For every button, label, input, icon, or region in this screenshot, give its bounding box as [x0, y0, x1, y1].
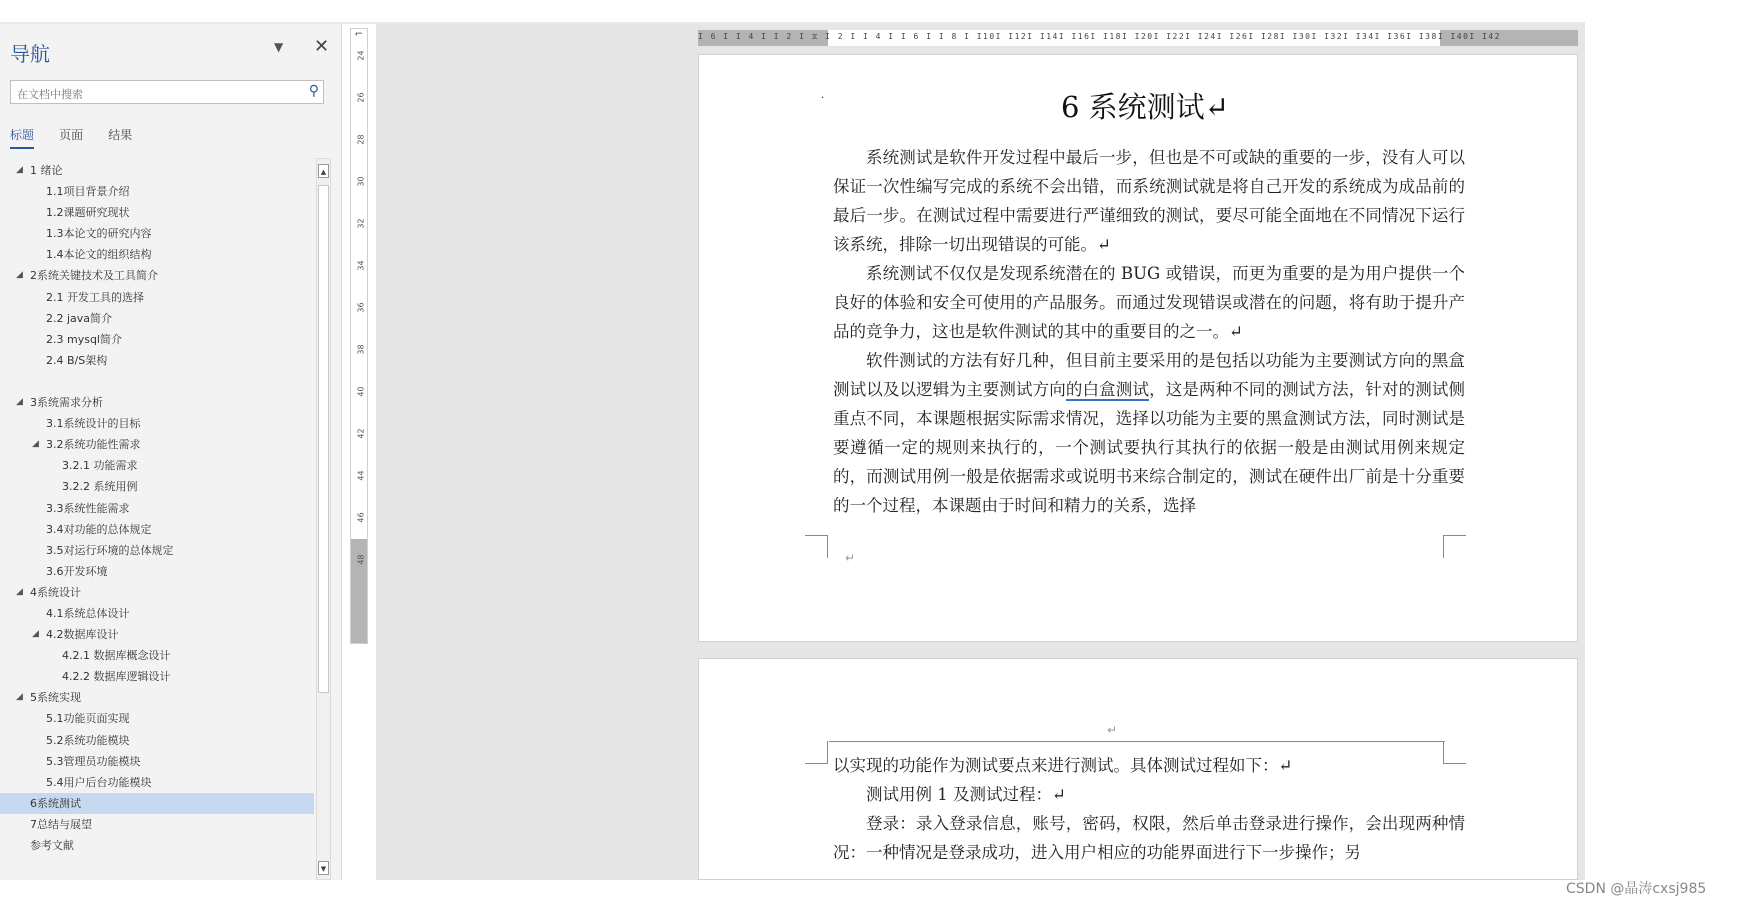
expand-collapse-icon[interactable]: ◢	[16, 692, 23, 703]
nav-tree-label: 4系统设计	[30, 585, 81, 599]
scrollbar-thumb[interactable]	[318, 185, 329, 693]
nav-tree-item[interactable]	[0, 540, 314, 561]
body-text	[833, 751, 1465, 867]
vertical-ruler[interactable]	[350, 28, 368, 644]
nav-tree-label: 3.6开发环境	[46, 564, 108, 578]
heading-tree	[0, 160, 314, 856]
nav-tree-label: 3系统需求分析	[30, 396, 103, 410]
ruler-tick-label: 42	[356, 428, 366, 439]
nav-tree-item[interactable]	[0, 730, 314, 751]
nav-tree-label: 参考文献	[30, 839, 74, 852]
tab-selector-icon[interactable]: ⌐	[354, 29, 364, 40]
nav-title: 导航	[10, 42, 50, 66]
ruler-tick-label: 36	[356, 302, 366, 313]
close-icon[interactable]: ✕	[314, 36, 330, 57]
expand-collapse-icon[interactable]: ◢	[16, 586, 23, 597]
nav-tree-label: 1.4本论文的组织结构	[46, 248, 152, 262]
scroll-up-icon[interactable]: ▲	[318, 164, 329, 178]
nav-tree-label: 3.2.1 功能需求	[62, 459, 138, 473]
ruler-tick-label: 38	[356, 344, 366, 355]
nav-tree-label: 2系统关键技术及工具简介	[30, 269, 158, 283]
expand-collapse-icon[interactable]: ◢	[16, 397, 23, 408]
nav-tree-item[interactable]	[0, 793, 314, 814]
nav-tree-item[interactable]	[0, 392, 314, 413]
ruler-tick-label: 34	[356, 260, 366, 271]
nav-tree-item[interactable]	[0, 413, 314, 434]
nav-tabs	[10, 124, 152, 146]
tab-headings[interactable]: 标题	[10, 126, 34, 149]
nav-tree-item[interactable]	[0, 329, 314, 350]
tab-pages[interactable]: 页面	[59, 128, 84, 142]
nav-tree-item[interactable]	[0, 287, 314, 308]
nav-tree-item[interactable]	[0, 772, 314, 793]
search-placeholder: 在文档中搜索	[17, 88, 83, 101]
nav-tree-item[interactable]	[0, 666, 314, 687]
nav-tree-label: 3.3系统性能需求	[46, 501, 130, 515]
nav-tree-label: 2.1 开发工具的选择	[46, 290, 144, 304]
crop-mark	[1443, 535, 1466, 558]
paragraph: 登录：录入登录信息，账号，密码，权限，然后单击登录进行操作，会出现两种情况：一种情况是登录成功，进入用户相应的功能界面进行下一步操作；另	[833, 814, 1465, 862]
ruler-tick-label: 44	[356, 470, 366, 481]
nav-tree-item[interactable]	[0, 350, 314, 371]
nav-tree-label: 3.2系统功能性需求	[46, 438, 141, 452]
ruler-ticks: I 6 I I 4 I I 2 I ⧖ I 2 I I 4 I I 6 I I 8 I I10I I12I I14I I16I I18I I20I I22I I24I I26I I28I I30I I32I I34I I36I I38I I40I I42	[698, 32, 1501, 41]
nav-tree-label: 3.2.2 系统用例	[62, 480, 138, 494]
crop-mark	[805, 535, 828, 558]
expand-collapse-icon[interactable]: ◢	[16, 270, 23, 281]
body-text	[833, 143, 1465, 520]
nav-tree-label: 4.2.1 数据库概念设计	[62, 649, 171, 663]
ruler-tick-label: 28	[356, 134, 366, 145]
document-page-2[interactable]	[698, 658, 1578, 880]
ruler-tick-label: 24	[356, 50, 366, 61]
nav-tree-item[interactable]	[0, 519, 314, 540]
nav-tree-label: 5.4用户后台功能模块	[46, 775, 152, 789]
nav-tree-label: 2.4 B/S架构	[46, 353, 108, 367]
nav-tree-item[interactable]	[0, 645, 314, 666]
nav-tree-label: 3.4对功能的总体规定	[46, 522, 152, 536]
nav-tree-item[interactable]	[0, 835, 314, 856]
ruler-tick-label: 26	[356, 92, 366, 103]
nav-tree-label: 7总结与展望	[30, 817, 92, 831]
nav-tree-label: 1.1项目背景介绍	[46, 185, 130, 199]
nav-tree-item[interactable]	[0, 160, 314, 181]
navigation-pane	[0, 24, 342, 880]
nav-tree-item[interactable]	[0, 751, 314, 772]
nav-tree-item[interactable]	[0, 308, 314, 329]
chevron-down-icon[interactable]: ▼	[274, 40, 284, 54]
nav-tree-label: 3.1系统设计的目标	[46, 417, 141, 431]
paragraph-mark: ↵	[845, 551, 856, 565]
search-icon[interactable]: ⚲	[308, 83, 319, 99]
nav-tree-item[interactable]	[0, 624, 314, 645]
ruler-tick-label: 30	[356, 176, 366, 187]
expand-collapse-icon[interactable]: ◢	[16, 165, 23, 175]
ruler-tick-label: 40	[356, 386, 366, 397]
paragraph: 以实现的功能作为测试要点来进行测试。具体测试过程如下：↵	[833, 756, 1293, 775]
nav-tree-item[interactable]	[0, 561, 314, 582]
nav-tree-label: 6系统测试	[30, 796, 81, 810]
expand-collapse-icon[interactable]: ◢	[32, 439, 39, 450]
search-input[interactable]	[10, 80, 324, 104]
nav-tree-item[interactable]	[0, 814, 314, 835]
ruler-tick-label: 46	[356, 512, 366, 523]
nav-tree-item	[0, 371, 314, 392]
spellcheck-underline-text: 的白盒测试	[1065, 380, 1150, 399]
nav-tree-label: 4.2.2 数据库逻辑设计	[62, 670, 171, 684]
ruler-tick-label: 32	[356, 218, 366, 229]
horizontal-ruler[interactable]	[698, 30, 1578, 46]
paragraph: 系统测试不仅仅是发现系统潜在的 BUG 或错误，而更为重要的是为用户提供一个良好的体验和安全可使用的产品服务。而通过发现错误或潜在的问题，将有助于提升产品的竞争力，这也是软件测试的其中的重要目的之一。↵	[833, 264, 1465, 341]
document-page-1[interactable]	[698, 54, 1578, 642]
nav-tree-label: 5.2系统功能模块	[46, 733, 130, 747]
nav-tree-item[interactable]	[0, 708, 314, 729]
paragraph-mark: ↵	[1107, 723, 1118, 737]
nav-tree-item[interactable]	[0, 582, 314, 603]
ruler-tick-label: 48	[356, 554, 366, 565]
nav-tree-item[interactable]	[0, 603, 314, 624]
nav-tree-item[interactable]	[0, 434, 314, 455]
paragraph-text: 软件测试的方法有好几种，但目前主要采用的是包括以功能为主要测试方向的黑盒测试以及以逻辑为主要测试方向	[833, 351, 1465, 399]
nav-tree-item[interactable]	[0, 476, 314, 497]
nav-scrollbar[interactable]	[316, 158, 331, 880]
paragraph: 系统测试是软件开发过程中最后一步，但也是不可或缺的重要的一步，没有人可以保证一次性编写完成的系统不会出错，而系统测试就是将自己开发的系统成为成品前的最后一步。在测试过程中需要进行严谨细致的测试，要尽可能全面地在不同情况下运行该系统，排除一切出现错误的可能。↵	[833, 148, 1465, 254]
watermark: CSDN @晶涛cxsj985	[1566, 881, 1707, 897]
nav-tree-item[interactable]	[0, 202, 314, 223]
header-line	[829, 741, 1445, 742]
nav-tree-item[interactable]	[0, 244, 314, 265]
crop-mark	[805, 741, 828, 764]
expand-collapse-icon[interactable]: ◢	[32, 629, 39, 640]
paragraph-text: ，这是两种不同的测试方法，针对的测试侧重点不同，本课题根据实际需求情况，选择以功能为主要的黑盒测试方法，同时测试是要遵循一定的规则来执行的，一个测试要执行其执行的依据一般是由测试用例来规定的，而测试用例一般是依据需求或说明书来综合制定的，测试在硬件出厂前是十分重要的一个过程，本课题由于时间和精力的关系，选择	[833, 380, 1466, 515]
paragraph	[833, 346, 1465, 520]
nav-tree-label: 2.2 java简介	[46, 311, 113, 325]
nav-tree-label: 5系统实现	[30, 691, 81, 705]
nav-tree-item[interactable]	[0, 181, 314, 202]
nav-tree-label: 3.5对运行环境的总体规定	[46, 543, 174, 557]
paragraph: 测试用例 1 及测试过程：↵	[866, 785, 1066, 804]
top-strip	[0, 0, 1585, 24]
nav-tree-item[interactable]	[0, 687, 314, 708]
nav-tree-item[interactable]	[0, 455, 314, 476]
nav-tree-label: 5.1功能页面实现	[46, 712, 130, 726]
nav-tree-label: 2.3 mysql简介	[46, 332, 122, 346]
scroll-down-icon[interactable]: ▼	[318, 861, 329, 875]
nav-tree-label: 1.3本论文的研究内容	[46, 227, 152, 241]
nav-tree-item[interactable]	[0, 498, 314, 519]
nav-tree-label: 4.1系统总体设计	[46, 606, 130, 620]
page-heading: 6 系统测试↵	[1061, 90, 1229, 124]
heading-bullet: ·	[821, 93, 825, 104]
nav-tree-label: 5.3管理员功能模块	[46, 754, 141, 768]
nav-tree-label: 1.2课题研究现状	[46, 206, 130, 220]
nav-tree-label: 4.2数据库设计	[46, 628, 119, 642]
nav-tree-item[interactable]	[0, 265, 314, 286]
nav-tree-item[interactable]	[0, 223, 314, 244]
tab-results[interactable]: 结果	[108, 128, 133, 142]
nav-tree-label: 1 绪论	[30, 164, 63, 177]
